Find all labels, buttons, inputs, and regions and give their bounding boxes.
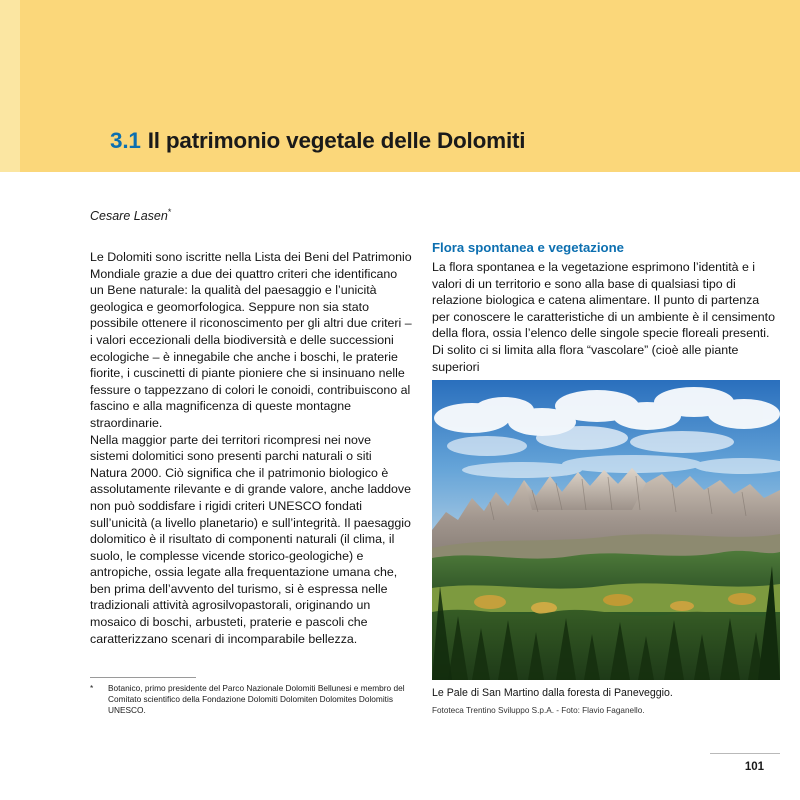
page-number: 101 — [744, 761, 764, 773]
subsection-heading: Flora spontanea e vegetazione — [432, 240, 625, 255]
right-text-column — [432, 240, 780, 375]
left-text-column — [90, 249, 412, 647]
page-number-divider — [710, 753, 780, 754]
author-footnote-marker: * — [167, 207, 172, 217]
chapter-header-band — [20, 0, 800, 172]
left-paragraph-2: Nella maggior parte dei territori ricompresi nei nove sistemi dolomitici sono presenti parchi naturali o siti Natura 2000. Ciò significa che il patrimonio biologico è assolutamente rilevante e di grande valore, anche laddove non può soddisfare i rigidi criteri UNESCO fondati sull’unicità (a livello planetario) e sull’integrità. Il paesaggio dolomitico è il risultato di componenti naturali (il clima, il suolo, le complesse vicende storico-geologiche) e antropiche, ossia legate alla frequentazione umana che, ben prima dell’avvento del turismo, si è espressa nelle tradizionali attività agrosilvopastorali, originando un mosaico di boschi, arbusteti, praterie e pascoli che caratterizzano scenari di incomparabile bellezza. — [90, 432, 411, 646]
section-title-text: Il patrimonio vegetale delle Dolomiti — [147, 128, 526, 153]
right-paragraph-1: La flora spontanea e la vegetazione esprimono l’identità e i valori di un territorio e sono alla base di qualsiasi tipo di relazione biologica e catena alimentare. Il punto di partenza per conoscere le caratteristiche di un ambiente è il censimento della flora, ossia l’elenco delle singole specie floreali presenti. Di solito ci si limita alla flora “vascolare” (cioè alle piante superiori — [432, 260, 775, 374]
photo-caption: Le Pale di San Martino dalla foresta di Paneveggio. — [432, 687, 673, 699]
author-byline — [90, 207, 171, 223]
photo-credit: Fototeca Trentino Sviluppo S.p.A. - Foto: Flavio Faganello. — [432, 706, 645, 715]
page-title — [110, 128, 525, 154]
footnote-marker: * — [90, 683, 94, 693]
left-paragraph-1: Le Dolomiti sono iscritte nella Lista dei Beni del Patrimonio Mondiale grazie a due dei quattro criteri che identificano un Bene naturale: la qualità del paesaggio e l’unicità geologica e geomorfologica. Seppure non sia stato possibile ottenere il riconoscimento per gli altri due criteri – i valori eccezionali della biodiversità e delle successioni ecologiche – è innegabile che anche i boschi, le praterie fiorite, i cuscinetti di piante pioniere che si insinuano nelle fessure o tappezzano di colori le conoidi, contribuiscono al fascino e alla magnificenza di queste montagne straordinarie. — [90, 250, 412, 430]
footnote-text: Botanico, primo presidente del Parco Nazionale Dolomiti Bellunesi e membro del Comitato scientifico della Fondazione Dolomiti Dolomiten Dolomites Dolomitis UNESCO. — [108, 683, 405, 716]
footnote — [90, 683, 412, 717]
author-name: Cesare Lasen — [90, 209, 168, 224]
page-content — [0, 172, 800, 800]
section-number: 3.1 — [110, 128, 141, 153]
footnote-divider — [90, 677, 196, 678]
photo-illustration — [432, 380, 780, 680]
photo-dolomites — [432, 380, 780, 680]
